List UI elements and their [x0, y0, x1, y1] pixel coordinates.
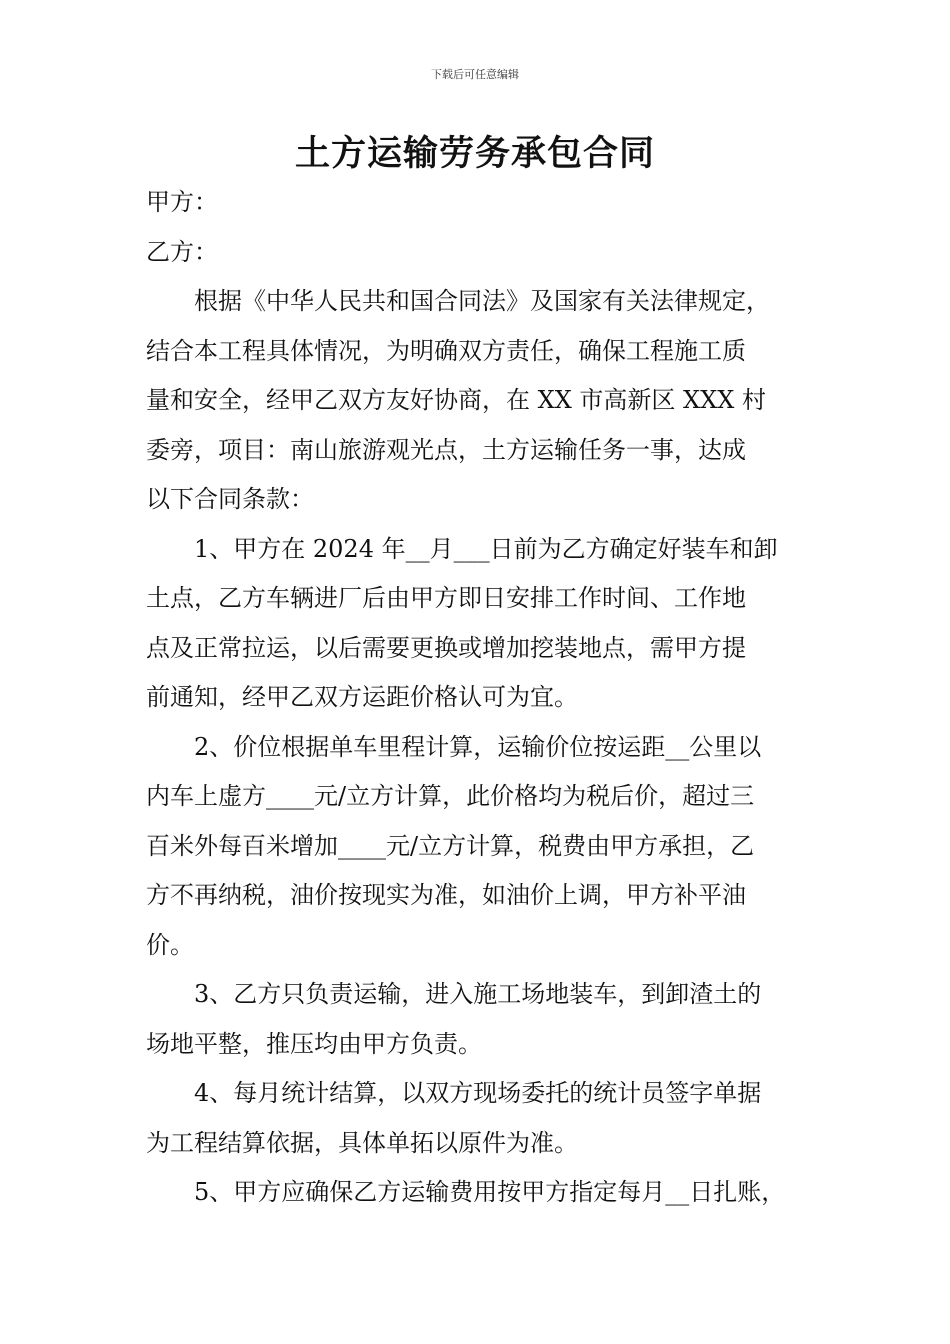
clause-5 — [146, 1168, 826, 1218]
paragraph-line: 内车上虚方____元/立方计算，此价格均为税后价，超过三 — [146, 782, 755, 810]
party-a-line: 甲方： — [146, 188, 218, 216]
paragraph-line: 根据《中华人民共和国合同法》及国家有关法律规定， — [194, 287, 770, 315]
paragraph-line: 结合本工程具体情况，为明确双方责任，确保工程施工质 — [146, 336, 746, 365]
clause-4 — [146, 1069, 826, 1168]
paragraph-preamble — [146, 277, 826, 525]
party-b-line: 乙方： — [146, 237, 218, 266]
clause-1 — [146, 525, 826, 723]
paragraph-line: 点及正常拉运，以后需要更换或增加挖装地点，需甲方提 — [146, 633, 746, 662]
paragraph-line: 土点，乙方车辆进厂后由甲方即日安排工作时间、工作地 — [146, 584, 746, 612]
clause-3 — [146, 970, 826, 1069]
contract-title: 土方运输劳务承包合同 — [294, 133, 655, 174]
paragraph-line: 为工程结算依据，具体单拓以原件为准。 — [146, 1128, 578, 1157]
paragraph-line: 以下合同条款： — [146, 485, 314, 513]
paragraph-line: 4、每月统计结算，以双方现场委托的统计员签字单据 — [194, 1079, 762, 1107]
paragraph-line: 量和安全，经甲乙双方友好协商，在 XX 市高新区 XXX 村 — [146, 386, 766, 414]
paragraph-line: 5、甲方应确保乙方运输费用按甲方指定每月__日扎账， — [194, 1178, 786, 1206]
paragraph-line: 2、价位根据单车里程计算，运输价位按运距__公里以 — [194, 732, 762, 761]
paragraph-line: 价。 — [146, 930, 194, 959]
paragraph-line: 委旁，项目：南山旅游观光点，土方运输任务一事，达成 — [146, 435, 746, 464]
header-note: 下载后可任意编辑 — [431, 68, 519, 81]
paragraph-line: 1、甲方在 2024 年__月___日前为乙方确定好装车和卸 — [194, 534, 778, 563]
paragraph-line: 百米外每百米增加____元/立方计算，税费由甲方承担，乙 — [146, 831, 755, 860]
paragraph-line: 前通知，经甲乙双方运距价格认可为宜。 — [146, 683, 578, 711]
clause-2 — [146, 723, 826, 971]
contract-body — [146, 178, 826, 1218]
paragraph-line: 3、乙方只负责运输，进入施工场地装车，到卸渣土的 — [194, 980, 762, 1008]
paragraph-line: 场地平整，推压均由甲方负责。 — [146, 1029, 482, 1058]
paragraph-line: 方不再纳税，油价按现实为准，如油价上调，甲方补平油 — [146, 881, 746, 909]
